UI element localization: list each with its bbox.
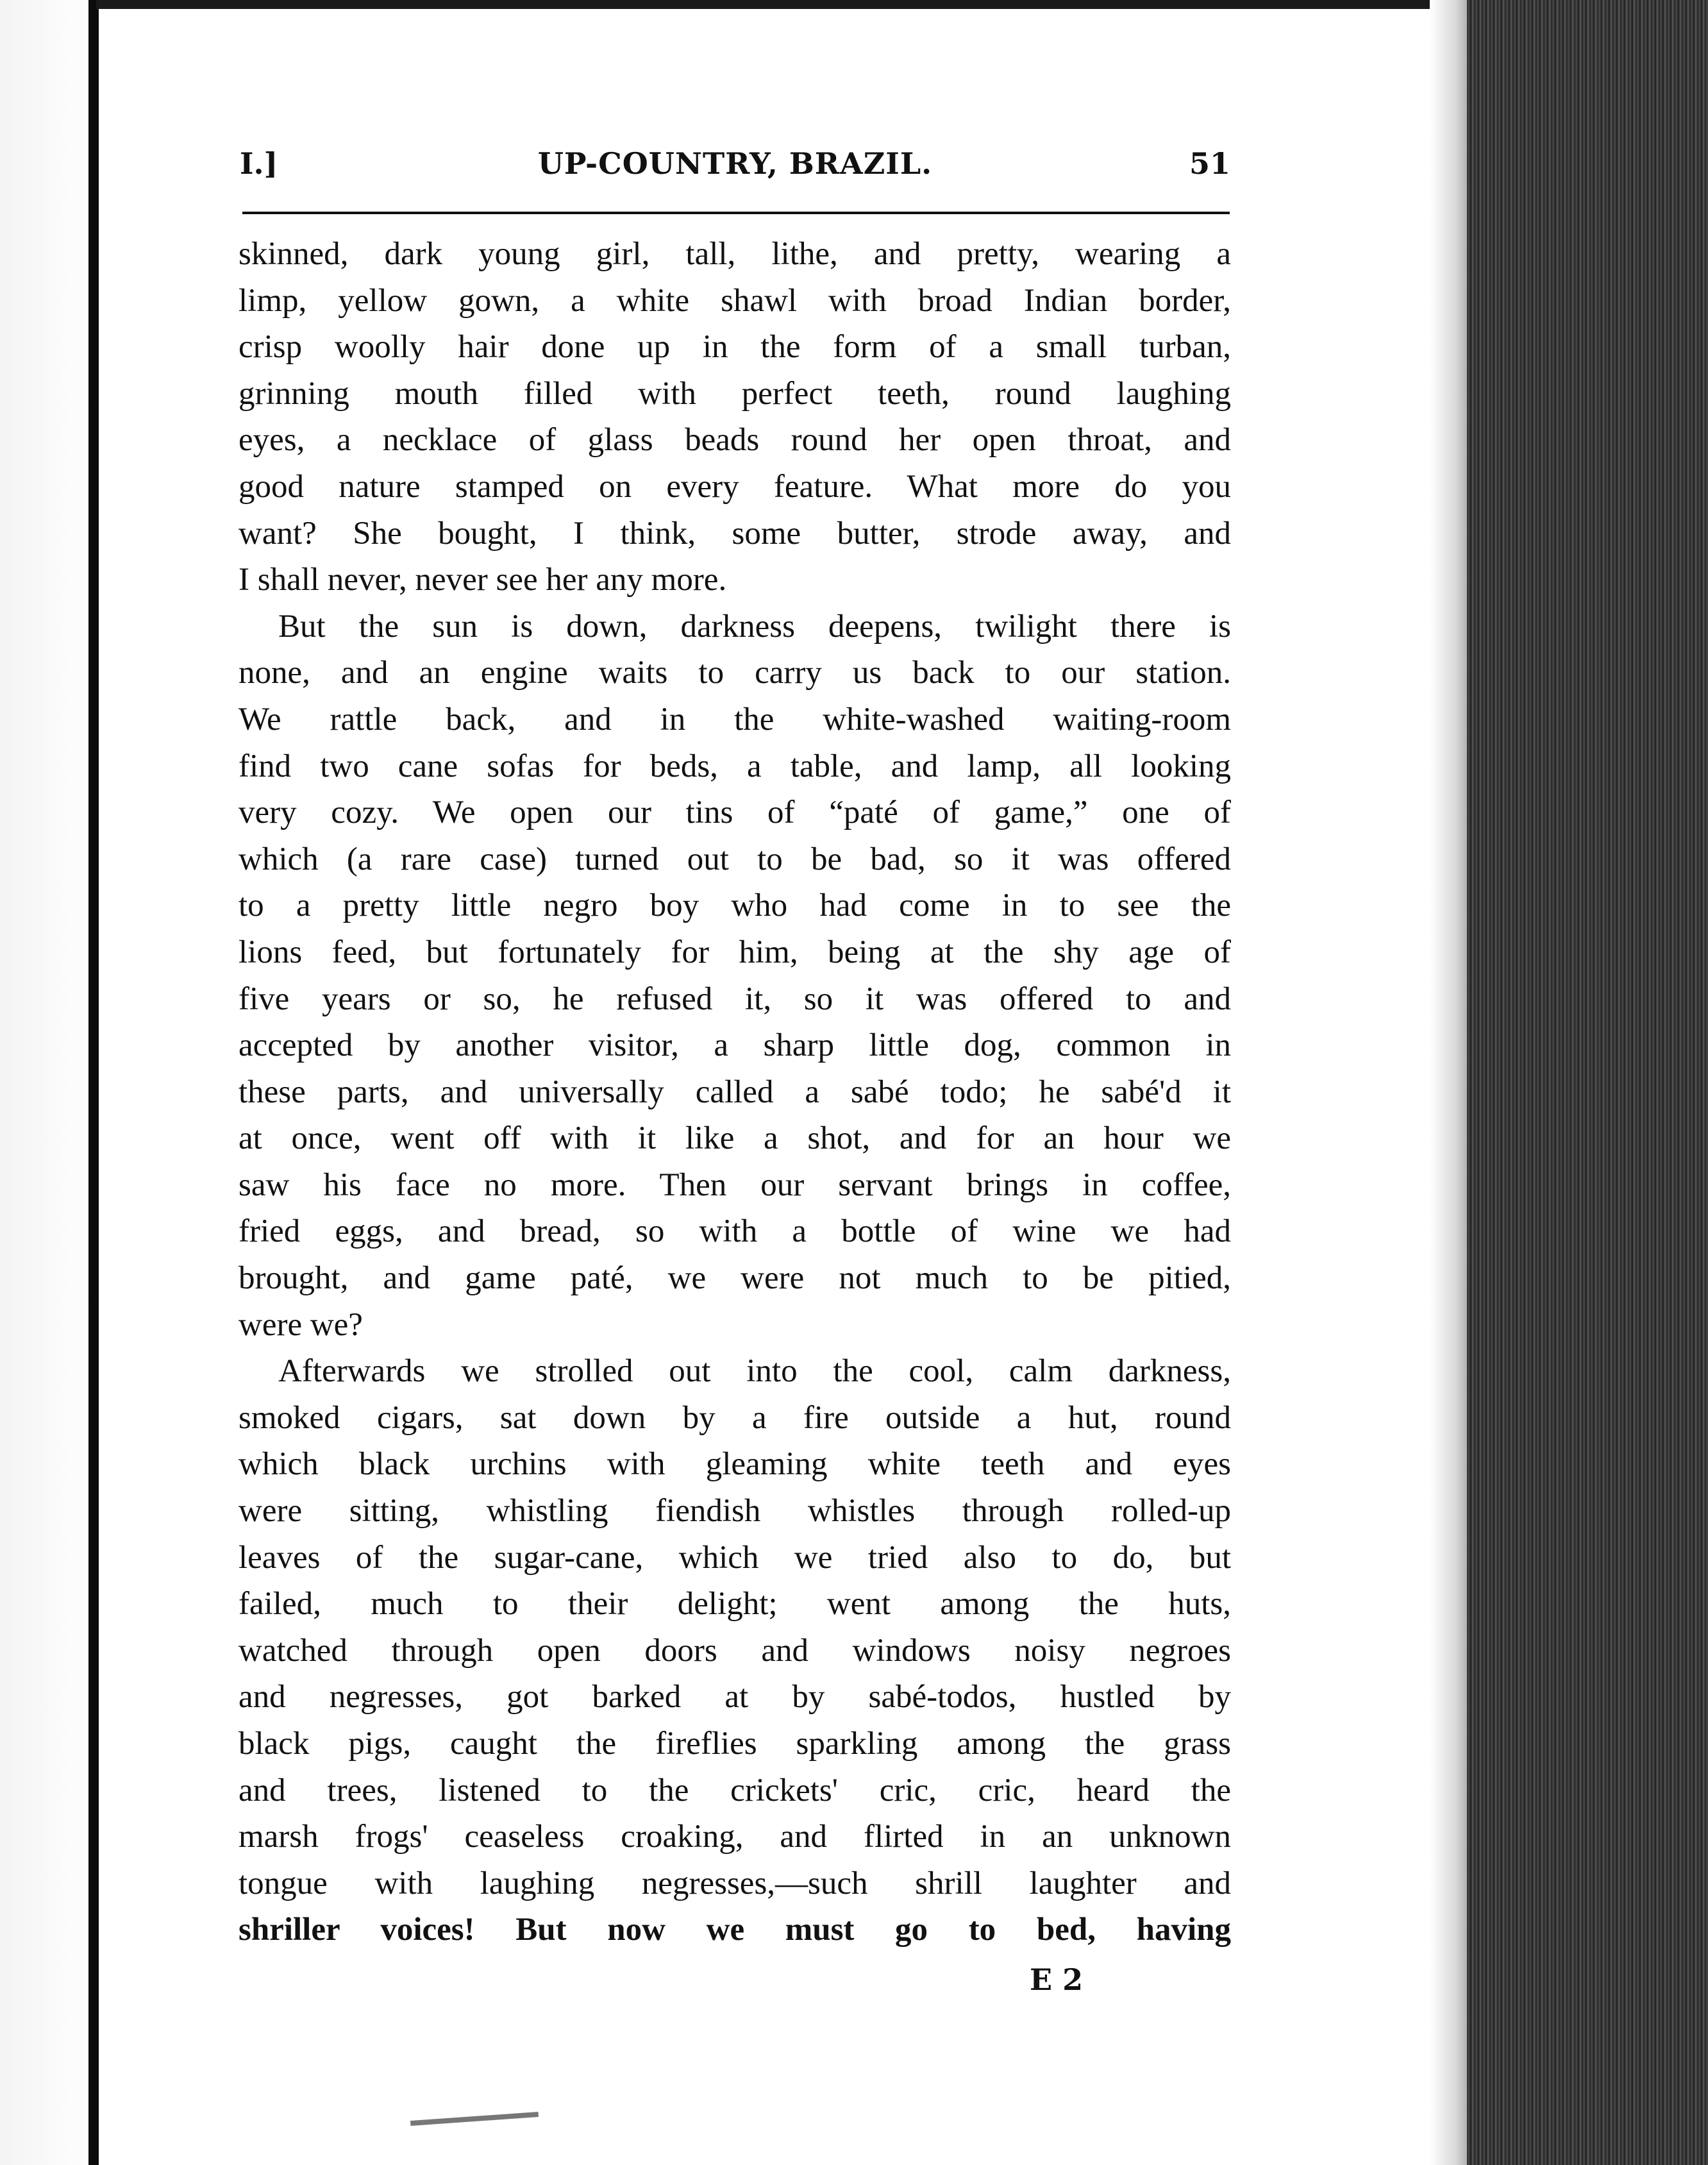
text-line: But the sun is down, darkness deepens, twilight there is bbox=[278, 608, 1231, 644]
text-line: skinned, dark young girl, tall, lithe, and pretty, wearing a bbox=[239, 236, 1231, 272]
scan-smudge bbox=[410, 2112, 539, 2126]
text-line: watched through open doors and windows noisy negroes bbox=[239, 1632, 1231, 1669]
text-line: I shall never, never see her any more. bbox=[239, 562, 727, 598]
text-line: lions feed, but fortunately for him, being at the shy age of bbox=[239, 934, 1231, 970]
text-line: which (a rare case) turned out to be bad, so it was offered bbox=[239, 841, 1231, 877]
text-line: fried eggs, and bread, so with a bottle of wine we had bbox=[239, 1213, 1231, 1250]
text-line: find two cane sofas for beds, a table, and lamp, all looking bbox=[239, 748, 1231, 784]
text-line: to a pretty little negro boy who had come in to see the bbox=[239, 888, 1231, 924]
page-gutter-shadow bbox=[0, 0, 103, 2165]
text-line: limp, yellow gown, a white shawl with broad Indian border, bbox=[239, 282, 1231, 319]
text-line: were we? bbox=[239, 1306, 363, 1343]
text-line: We rattle back, and in the white-washed waiting-room bbox=[239, 701, 1231, 737]
section-mark: I.] bbox=[240, 146, 278, 181]
text-line: and trees, listened to the crickets' cric, cric, heard the bbox=[239, 1772, 1231, 1808]
text-line: saw his face no more. Then our servant brings in coffee, bbox=[239, 1167, 1231, 1203]
text-line: five years or so, he refused it, so it was offered to and bbox=[239, 981, 1231, 1017]
text-line: eyes, a necklace of glass beads round her open throat, and bbox=[239, 422, 1231, 459]
text-line: accepted by another visitor, a sharp little dog, common in bbox=[239, 1027, 1231, 1064]
text-line: none, and an engine waits to carry us back to our station. bbox=[239, 655, 1231, 691]
running-header bbox=[240, 146, 1230, 191]
text-line: failed, much to their delight; went among the huts, bbox=[239, 1586, 1231, 1622]
body-text bbox=[239, 231, 1231, 1953]
text-line: Afterwards we strolled out into the cool, calm darkness, bbox=[278, 1353, 1231, 1390]
text-line: leaves of the sugar-cane, which we tried also to do, but bbox=[239, 1539, 1231, 1576]
text-line: these parts, and universally called a sabé todo; he sabé'd it bbox=[239, 1074, 1231, 1110]
text-line: good nature stamped on every feature. What more do you bbox=[239, 468, 1231, 505]
text-line: crisp woolly hair done up in the form of a small turban, bbox=[239, 329, 1231, 366]
book-fore-edge bbox=[1467, 0, 1708, 2165]
text-line: which black urchins with gleaming white teeth and eyes bbox=[239, 1446, 1231, 1483]
text-line: at once, went off with it like a shot, and for an hour we bbox=[239, 1120, 1231, 1157]
text-line: grinning mouth filled with perfect teeth, round laughing bbox=[239, 375, 1231, 412]
page-number: 51 bbox=[1189, 146, 1230, 181]
top-page-edge bbox=[96, 0, 1468, 9]
book-spine-shadow bbox=[88, 0, 99, 2165]
text-line: very cozy. We open our tins of “paté of game,” one of bbox=[239, 795, 1231, 831]
signature-mark: E 2 bbox=[1030, 1962, 1084, 1997]
running-title: UP-COUNTRY, BRAZIL. bbox=[537, 146, 933, 181]
text-line: want? She bought, I think, some butter, strode away, and bbox=[239, 515, 1231, 552]
text-line: black pigs, caught the fireflies sparkling among the grass bbox=[239, 1726, 1231, 1762]
text-line: marsh frogs' ceaseless croaking, and flirted in an unknown bbox=[239, 1819, 1231, 1855]
text-line: smoked cigars, sat down by a fire outside a hut, round bbox=[239, 1399, 1231, 1436]
text-line: shriller voices! But now we must go to bed, having bbox=[239, 1912, 1231, 1948]
text-line: brought, and game paté, we were not much to be pitied, bbox=[239, 1260, 1231, 1297]
text-line: were sitting, whistling fiendish whistles through rolled-up bbox=[239, 1493, 1231, 1529]
text-line: tongue with laughing negresses,—such shrill laughter and bbox=[239, 1865, 1231, 1901]
text-line: and negresses, got barked at by sabé-todos, hustled by bbox=[239, 1679, 1231, 1715]
header-rule bbox=[242, 212, 1230, 214]
